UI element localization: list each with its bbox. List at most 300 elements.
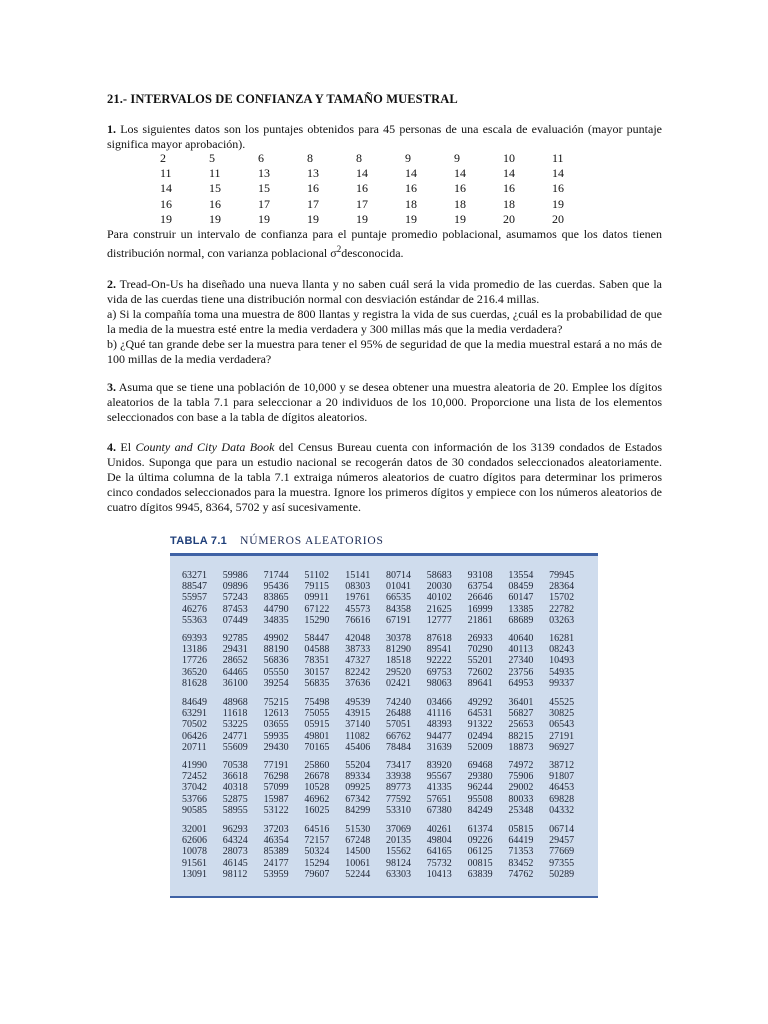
random-number: 16999 — [467, 603, 493, 615]
random-row — [182, 782, 590, 793]
random-number: 40318 — [222, 782, 248, 794]
random-block — [182, 633, 590, 689]
random-number: 70290 — [467, 644, 493, 656]
random-number: 10493 — [549, 655, 575, 667]
random-number: 46145 — [222, 857, 248, 869]
random-number: 08243 — [549, 644, 575, 656]
random-number: 13385 — [508, 603, 534, 615]
random-number: 73417 — [385, 760, 411, 771]
random-number: 58683 — [426, 570, 452, 581]
question-4 — [107, 440, 662, 515]
random-number: 95567 — [426, 771, 452, 783]
question-1-followup — [107, 227, 662, 261]
random-number: 15290 — [304, 614, 330, 626]
random-number: 78484 — [385, 741, 411, 753]
random-number: 53310 — [385, 804, 411, 816]
random-row — [182, 835, 590, 846]
score-value: 17 — [258, 196, 270, 211]
random-number: 13091 — [182, 868, 207, 880]
random-number: 95436 — [263, 581, 289, 593]
score-value: 16 — [160, 196, 172, 211]
random-number: 46962 — [304, 793, 330, 805]
random-number: 63839 — [467, 868, 493, 880]
random-number: 25348 — [508, 804, 534, 816]
score-value: 19 — [307, 211, 319, 226]
table-name: NÚMEROS ALEATORIOS — [240, 535, 384, 547]
random-number: 49539 — [345, 697, 371, 708]
random-number: 03655 — [263, 719, 289, 731]
random-number: 25860 — [304, 760, 330, 771]
random-number: 10413 — [426, 868, 452, 880]
question-2-text: Tread-On-Us ha diseñado una nueva llanta y no saben cuál será la vida promedio de las cuerdas. Saben que la vida de las cuerdas tiene una distribución normal con desviación estándar de 216.4 millas. — [107, 277, 662, 306]
random-number: 71353 — [508, 846, 534, 858]
score-value: 14 — [405, 166, 417, 181]
random-number: 76298 — [263, 771, 289, 783]
score-value: 18 — [503, 196, 515, 211]
score-value: 20 — [552, 211, 564, 226]
random-number: 28364 — [549, 581, 575, 593]
random-number: 75055 — [304, 708, 330, 720]
score-value: 14 — [356, 166, 368, 181]
random-number: 91322 — [467, 719, 493, 731]
score-value: 16 — [503, 181, 515, 196]
random-number: 23756 — [508, 666, 534, 678]
random-number: 97355 — [549, 857, 575, 869]
score-value: 9 — [454, 151, 460, 165]
score-value: 19 — [209, 211, 221, 226]
random-row — [182, 760, 590, 771]
score-value: 16 — [405, 181, 417, 196]
random-number: 75906 — [508, 771, 534, 783]
random-number: 41116 — [426, 708, 452, 720]
question-4-text: del Census Bureau cuenta con información de los 3139 condados de Estados Unidos. Suponga que para un estudio nacional se recogerán datos de 30 condados seleccionados aleatoriamente. De la última columna de la tabla 7.1 extraiga números aleatorios de cuatro dígitos para determinar los primeros cinco condados seleccionados para la muestra. Ignore los primeros dígitos y empiece con los números aleatorios de cuatro dígitos 9945, 8364, 5702 y así sucesivamente. — [107, 440, 662, 514]
random-number: 27340 — [508, 655, 534, 667]
scores-row — [160, 151, 601, 166]
random-number: 07449 — [222, 614, 248, 626]
table-heading — [170, 535, 384, 547]
random-row — [182, 644, 590, 655]
random-number: 26488 — [385, 708, 411, 720]
random-number: 17726 — [182, 655, 207, 667]
random-number: 79115 — [304, 581, 330, 593]
random-number: 63754 — [467, 581, 493, 593]
score-value: 2 — [160, 151, 166, 165]
random-number: 24771 — [222, 730, 248, 742]
random-number: 55363 — [182, 614, 207, 626]
random-number: 02421 — [385, 677, 411, 689]
random-number: 64953 — [508, 677, 534, 689]
random-number: 89641 — [467, 677, 493, 689]
score-value: 18 — [454, 196, 466, 211]
random-number: 64324 — [222, 835, 248, 847]
random-number: 75732 — [426, 857, 452, 869]
random-number: 72157 — [304, 835, 330, 847]
random-row — [182, 604, 590, 615]
random-row — [182, 570, 590, 581]
random-number: 26678 — [304, 771, 330, 783]
random-number: 37203 — [263, 824, 289, 835]
score-value: 19 — [552, 196, 564, 211]
random-number: 78351 — [304, 655, 330, 667]
random-number: 64516 — [304, 824, 330, 835]
random-number: 04588 — [304, 644, 330, 656]
random-row — [182, 592, 590, 603]
random-number: 96927 — [549, 741, 575, 753]
random-number: 53225 — [222, 719, 248, 731]
random-number: 37069 — [385, 824, 411, 835]
random-number: 41335 — [426, 782, 452, 794]
random-number: 74972 — [508, 760, 534, 771]
random-number: 12613 — [263, 708, 289, 720]
random-number: 27191 — [549, 730, 575, 742]
random-number: 05815 — [508, 824, 534, 835]
random-number: 18873 — [508, 741, 534, 753]
random-number: 10078 — [182, 846, 207, 858]
random-number: 20711 — [182, 741, 207, 753]
random-block — [182, 760, 590, 816]
random-number: 59986 — [222, 570, 248, 581]
random-number: 15987 — [263, 793, 289, 805]
random-number: 00815 — [467, 857, 493, 869]
random-number: 81290 — [385, 644, 411, 656]
random-number: 75498 — [304, 697, 330, 708]
random-number: 31639 — [426, 741, 452, 753]
random-number: 69393 — [182, 633, 207, 644]
random-number: 45406 — [345, 741, 371, 753]
random-number: 50289 — [549, 868, 575, 880]
random-number: 87453 — [222, 603, 248, 615]
score-value: 9 — [405, 151, 411, 165]
question-1 — [107, 122, 662, 152]
question-2-part-a: a) Si la compañía toma una muestra de 800 llantas y registra la vida de sus cuerdas, ¿cuál es la probabilidad de que la media de la muestra esté entre la media verdadera y 300 millas más que la media verdadera? — [107, 307, 662, 336]
random-number: 37636 — [345, 677, 371, 689]
random-number: 99337 — [549, 677, 575, 689]
random-number: 09226 — [467, 835, 493, 847]
scores-row — [160, 166, 601, 181]
scores-row — [160, 181, 601, 196]
random-row — [182, 846, 590, 857]
score-value: 16 — [356, 181, 368, 196]
random-number: 48968 — [222, 697, 248, 708]
random-number: 58955 — [222, 804, 248, 816]
random-number: 34835 — [263, 614, 289, 626]
random-number: 29431 — [222, 644, 248, 656]
random-number: 55204 — [345, 760, 371, 771]
random-number: 66762 — [385, 730, 411, 742]
random-number: 70165 — [304, 741, 330, 753]
random-number: 67342 — [345, 793, 371, 805]
score-value: 19 — [405, 211, 417, 226]
random-number: 82242 — [345, 666, 371, 678]
random-number: 84299 — [345, 804, 371, 816]
random-number: 46354 — [263, 835, 289, 847]
random-number: 36520 — [182, 666, 207, 678]
random-number: 49804 — [426, 835, 452, 847]
random-number: 37042 — [182, 782, 207, 794]
random-number: 69828 — [549, 793, 575, 805]
random-number: 64165 — [426, 846, 452, 858]
random-number: 57051 — [385, 719, 411, 731]
random-number: 45525 — [549, 697, 575, 708]
random-number: 53122 — [263, 804, 289, 816]
random-number: 20135 — [385, 835, 411, 847]
question-4-text-pre: El — [120, 440, 136, 454]
score-value: 5 — [209, 151, 215, 165]
question-2-number: 2. — [107, 277, 116, 291]
random-number: 81628 — [182, 677, 207, 689]
random-number: 38733 — [345, 644, 371, 656]
random-number: 83920 — [426, 760, 452, 771]
random-number: 48393 — [426, 719, 452, 731]
random-number: 21861 — [467, 614, 493, 626]
random-number: 98124 — [385, 857, 411, 869]
random-number: 75215 — [263, 697, 289, 708]
random-number: 40640 — [508, 633, 534, 644]
random-number: 02494 — [467, 730, 493, 742]
question-2-part-b: b) ¿Qué tan grande debe ser la muestra para tener el 95% de seguridad de que la media muestral estará a no más de 100 millas de la media verdadera? — [107, 337, 662, 366]
random-number: 09925 — [345, 782, 371, 794]
random-number: 70502 — [182, 719, 207, 731]
score-value: 13 — [258, 166, 270, 181]
random-number: 55957 — [182, 592, 207, 604]
random-number: 58447 — [304, 633, 330, 644]
random-number: 84249 — [467, 804, 493, 816]
random-number: 54935 — [549, 666, 575, 678]
random-row — [182, 824, 590, 835]
random-number: 79945 — [549, 570, 575, 581]
question-2 — [107, 277, 662, 367]
random-number: 36401 — [508, 697, 534, 708]
random-number: 36618 — [222, 771, 248, 783]
random-number: 40113 — [508, 644, 534, 656]
random-row — [182, 697, 590, 708]
random-number: 98063 — [426, 677, 452, 689]
random-number: 92222 — [426, 655, 452, 667]
page-title: 21.- INTERVALOS DE CONFIANZA Y TAMAÑO MUESTRAL — [107, 92, 458, 106]
random-number: 56827 — [508, 708, 534, 720]
random-number: 09896 — [222, 581, 248, 593]
random-number: 16025 — [304, 804, 330, 816]
random-number: 96293 — [222, 824, 248, 835]
random-number: 12777 — [426, 614, 452, 626]
random-number: 98112 — [222, 868, 248, 880]
random-number: 29430 — [263, 741, 289, 753]
random-number: 83865 — [263, 592, 289, 604]
book-title: County and City Data Book — [135, 440, 275, 454]
score-value: 19 — [258, 211, 270, 226]
random-number: 08459 — [508, 581, 534, 593]
random-number: 30378 — [385, 633, 411, 644]
score-value: 15 — [209, 181, 221, 196]
random-row — [182, 719, 590, 730]
random-number: 29380 — [467, 771, 493, 783]
score-value: 16 — [552, 181, 564, 196]
variance-superscript: 2 — [336, 244, 342, 254]
random-number: 63271 — [182, 570, 207, 581]
score-value: 20 — [503, 211, 515, 226]
score-value: 18 — [405, 196, 417, 211]
random-number: 74762 — [508, 868, 534, 880]
question-1-followup-end: desconocida. — [341, 246, 404, 260]
random-number: 91561 — [182, 857, 207, 869]
random-number: 26933 — [467, 633, 493, 644]
random-number: 79607 — [304, 868, 330, 880]
random-number: 24177 — [263, 857, 289, 869]
score-value: 19 — [454, 211, 466, 226]
random-number: 77191 — [263, 760, 289, 771]
random-number: 91807 — [549, 771, 575, 783]
question-3-number: 3. — [107, 380, 116, 394]
random-number: 83452 — [508, 857, 534, 869]
table-number: TABLA 7.1 — [170, 535, 228, 547]
random-number: 15562 — [385, 846, 411, 858]
score-value: 16 — [307, 181, 319, 196]
random-number: 93108 — [467, 570, 493, 581]
random-row — [182, 731, 590, 742]
random-number: 88215 — [508, 730, 534, 742]
random-number: 37140 — [345, 719, 371, 731]
random-number: 06543 — [549, 719, 575, 731]
score-value: 11 — [552, 151, 564, 165]
random-number: 67122 — [304, 603, 330, 615]
random-number: 66535 — [385, 592, 411, 604]
random-numbers-table — [170, 553, 598, 898]
random-number: 67191 — [385, 614, 411, 626]
random-number: 06426 — [182, 730, 207, 742]
random-row — [182, 708, 590, 719]
random-number: 15141 — [345, 570, 371, 581]
random-number: 29002 — [508, 782, 534, 794]
random-number: 89773 — [385, 782, 411, 794]
random-number: 52244 — [345, 868, 371, 880]
random-number: 62606 — [182, 835, 207, 847]
random-number: 57243 — [222, 592, 248, 604]
question-1-text: Los siguientes datos son los puntajes obtenidos para 45 personas de una escala de evaluación (mayor puntaje significa mayor aprobación). — [107, 122, 663, 151]
random-number: 52875 — [222, 793, 248, 805]
random-number: 20030 — [426, 581, 452, 593]
score-value: 8 — [307, 151, 313, 165]
random-number: 63291 — [182, 708, 207, 720]
random-number: 45573 — [345, 603, 371, 615]
random-number: 59935 — [263, 730, 289, 742]
scores-grid — [160, 151, 601, 227]
random-number: 30157 — [304, 666, 330, 678]
random-number: 10528 — [304, 782, 330, 794]
score-value: 13 — [307, 166, 319, 181]
random-number: 13186 — [182, 644, 207, 656]
random-number: 44790 — [263, 603, 289, 615]
score-value: 11 — [209, 166, 221, 181]
random-number: 05915 — [304, 719, 330, 731]
random-number: 92785 — [222, 633, 248, 644]
random-number: 43915 — [345, 708, 371, 720]
random-row — [182, 794, 590, 805]
random-number: 96244 — [467, 782, 493, 794]
random-number: 57099 — [263, 782, 289, 794]
random-number: 88547 — [182, 581, 207, 593]
random-number: 63303 — [385, 868, 411, 880]
random-row — [182, 858, 590, 869]
random-number: 69753 — [426, 666, 452, 678]
random-number: 38712 — [549, 760, 575, 771]
random-number: 80033 — [508, 793, 534, 805]
random-row — [182, 678, 590, 689]
random-number: 52009 — [467, 741, 493, 753]
random-number: 33938 — [385, 771, 411, 783]
random-number: 69468 — [467, 760, 493, 771]
random-number: 21625 — [426, 603, 452, 615]
question-1-number: 1. — [107, 122, 116, 136]
random-number: 80714 — [385, 570, 411, 581]
random-row — [182, 633, 590, 644]
random-number: 08303 — [345, 581, 371, 593]
random-number: 06125 — [467, 846, 493, 858]
random-number: 46453 — [549, 782, 575, 794]
random-number: 70538 — [222, 760, 248, 771]
score-value: 17 — [307, 196, 319, 211]
random-number: 32001 — [182, 824, 207, 835]
random-row — [182, 615, 590, 626]
random-number: 06714 — [549, 824, 575, 835]
random-number: 72452 — [182, 771, 207, 783]
random-row — [182, 742, 590, 753]
score-value: 16 — [209, 196, 221, 211]
random-number: 42048 — [345, 633, 371, 644]
random-number: 60147 — [508, 592, 534, 604]
score-value: 14 — [160, 181, 172, 196]
random-number: 36100 — [222, 677, 248, 689]
random-number: 11082 — [345, 730, 370, 742]
random-number: 26646 — [467, 592, 493, 604]
random-number: 47327 — [345, 655, 371, 667]
random-number: 56836 — [263, 655, 289, 667]
score-value: 14 — [552, 166, 564, 181]
random-number: 53959 — [263, 868, 289, 880]
random-number: 68689 — [508, 614, 534, 626]
random-number: 01041 — [385, 581, 411, 593]
random-number: 51530 — [345, 824, 371, 835]
random-number: 29457 — [549, 835, 575, 847]
random-number: 76616 — [345, 614, 371, 626]
random-number: 72602 — [467, 666, 493, 678]
random-number: 85389 — [263, 846, 289, 858]
random-number: 15294 — [304, 857, 330, 869]
random-block — [182, 570, 590, 626]
random-number: 22782 — [549, 603, 575, 615]
random-number: 90585 — [182, 804, 207, 816]
random-number: 55201 — [467, 655, 493, 667]
score-value: 14 — [454, 166, 466, 181]
random-block — [182, 697, 590, 753]
random-number: 16281 — [549, 633, 575, 644]
random-number: 49902 — [263, 633, 289, 644]
random-number: 67248 — [345, 835, 371, 847]
random-number: 57651 — [426, 793, 452, 805]
random-number: 74240 — [385, 697, 411, 708]
random-number: 50324 — [304, 846, 330, 858]
question-4-number: 4. — [107, 440, 116, 454]
random-number: 95508 — [467, 793, 493, 805]
scores-row — [160, 197, 601, 212]
score-value: 10 — [503, 151, 515, 165]
random-number: 49292 — [467, 697, 493, 708]
random-number: 56835 — [304, 677, 330, 689]
random-number: 94477 — [426, 730, 452, 742]
random-row — [182, 771, 590, 782]
random-number: 29520 — [385, 666, 411, 678]
random-number: 41990 — [182, 760, 207, 771]
score-value: 8 — [356, 151, 362, 165]
